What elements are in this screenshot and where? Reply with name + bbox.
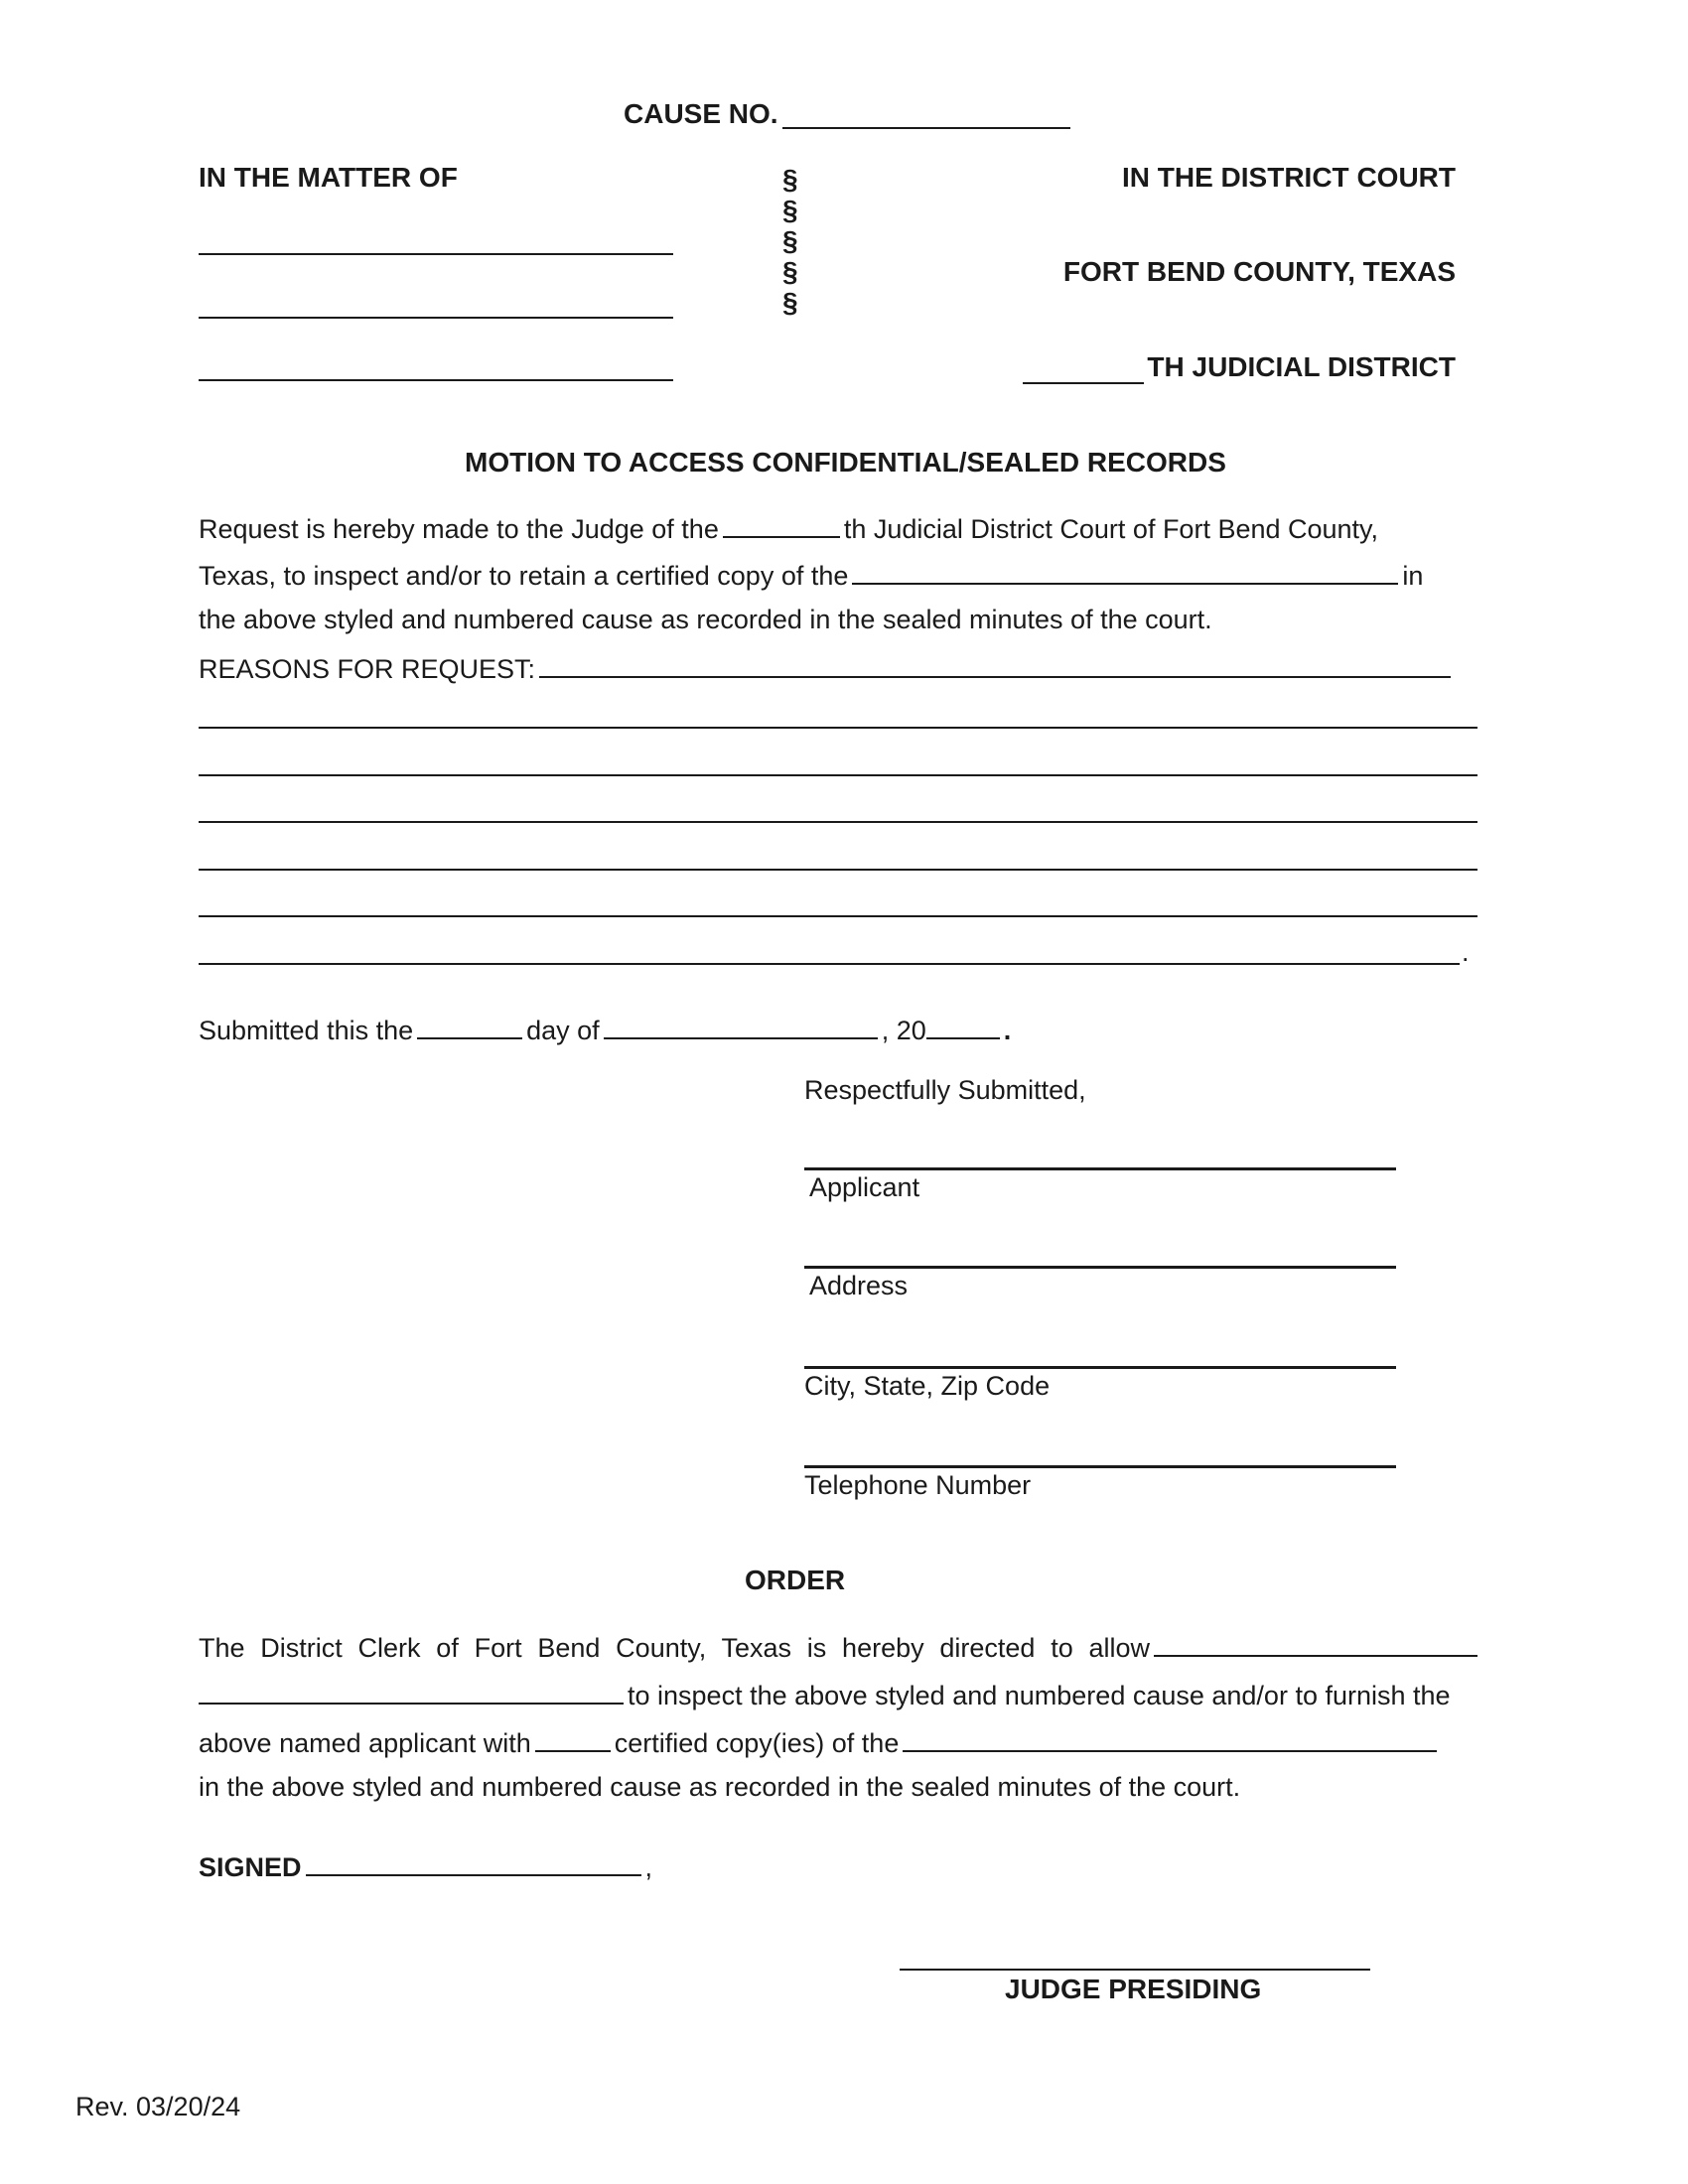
matter-label: IN THE MATTER OF (199, 162, 458, 193)
signed-date-blank[interactable] (306, 1848, 641, 1876)
order-title: ORDER (745, 1565, 846, 1595)
day-blank[interactable] (417, 1012, 522, 1039)
reasons-line-5[interactable] (199, 915, 1477, 917)
reasons-line-3[interactable] (199, 821, 1477, 823)
section-symbol-5: § (782, 287, 798, 318)
month-blank[interactable] (604, 1012, 878, 1039)
section-symbol-2: § (782, 195, 798, 225)
reasons-line-6[interactable] (199, 963, 1460, 965)
order-line-1: The District Clerk of Fort Bend County, Texas is hereby directed to allow (199, 1629, 1477, 1664)
motion-line-2: Texas, to inspect and/or to retain a certified copy of the in (199, 557, 1423, 592)
year-blank[interactable] (926, 1012, 1000, 1039)
reasons-label: REASONS FOR REQUEST: (199, 650, 1455, 685)
motion-title: MOTION TO ACCESS CONFIDENTIAL/SEALED RECORDS (465, 447, 1226, 478)
cause-number-field[interactable] (782, 127, 1070, 129)
order-record-type-blank[interactable] (903, 1724, 1437, 1752)
district-number-field[interactable] (1023, 382, 1144, 384)
telephone-label: Telephone Number (804, 1470, 1032, 1500)
section-symbol-4: § (782, 256, 798, 287)
respectfully-submitted: Respectfully Submitted, (804, 1075, 1086, 1105)
allowed-person-blank-2[interactable] (199, 1677, 624, 1705)
reasons-line-2[interactable] (199, 774, 1477, 776)
submitted-line: Submitted this the day of , 20 . (199, 1012, 1011, 1046)
reasons-line-1[interactable] (199, 727, 1477, 729)
city-state-zip-label: City, State, Zip Code (804, 1371, 1051, 1401)
signed-line: SIGNED , (199, 1848, 652, 1883)
motion-line-1: Request is hereby made to the Judge of the th Judicial District Court of Fort Bend County, (199, 510, 1378, 545)
order-line-4: in the above styled and numbered cause as recorded in the sealed minutes of the court. (199, 1772, 1241, 1802)
applicant-label: Applicant (809, 1172, 920, 1202)
section-symbol-1: § (782, 164, 798, 195)
party-line-3[interactable] (199, 379, 673, 381)
party-line-1[interactable] (199, 253, 673, 255)
cause-number-label: CAUSE NO. (624, 98, 778, 129)
city-state-zip-line[interactable] (804, 1366, 1396, 1369)
revision-date: Rev. 03/20/24 (75, 2092, 241, 2121)
county-name: FORT BEND COUNTY, TEXAS (1062, 256, 1456, 287)
address-label: Address (809, 1271, 909, 1300)
applicant-signature-line[interactable] (804, 1167, 1396, 1170)
district-label: TH JUDICIAL DISTRICT (1147, 351, 1456, 382)
reasons-line-4[interactable] (199, 869, 1477, 871)
reasons-first-line[interactable] (539, 650, 1451, 678)
order-line-3: above named applicant with certified copy(ies) of the (199, 1724, 1441, 1759)
motion-line-3: the above styled and numbered cause as recorded in the sealed minutes of the court. (199, 605, 1212, 634)
section-symbol-3: § (782, 225, 798, 256)
judge-presiding-label: JUDGE PRESIDING (1005, 1974, 1262, 2004)
party-line-2[interactable] (199, 317, 673, 319)
address-line[interactable] (804, 1266, 1396, 1269)
copies-count-blank[interactable] (535, 1724, 611, 1752)
court-name: IN THE DISTRICT COURT (1122, 162, 1456, 193)
reasons-end-period: . (1462, 937, 1470, 967)
district-number-blank[interactable] (723, 510, 840, 538)
telephone-line[interactable] (804, 1465, 1396, 1468)
judge-signature-line[interactable] (900, 1969, 1370, 1971)
order-line-2: to inspect the above styled and numbered cause and/or to furnish the (199, 1677, 1451, 1711)
record-type-blank[interactable] (852, 557, 1398, 585)
allowed-person-blank[interactable] (1154, 1629, 1477, 1657)
